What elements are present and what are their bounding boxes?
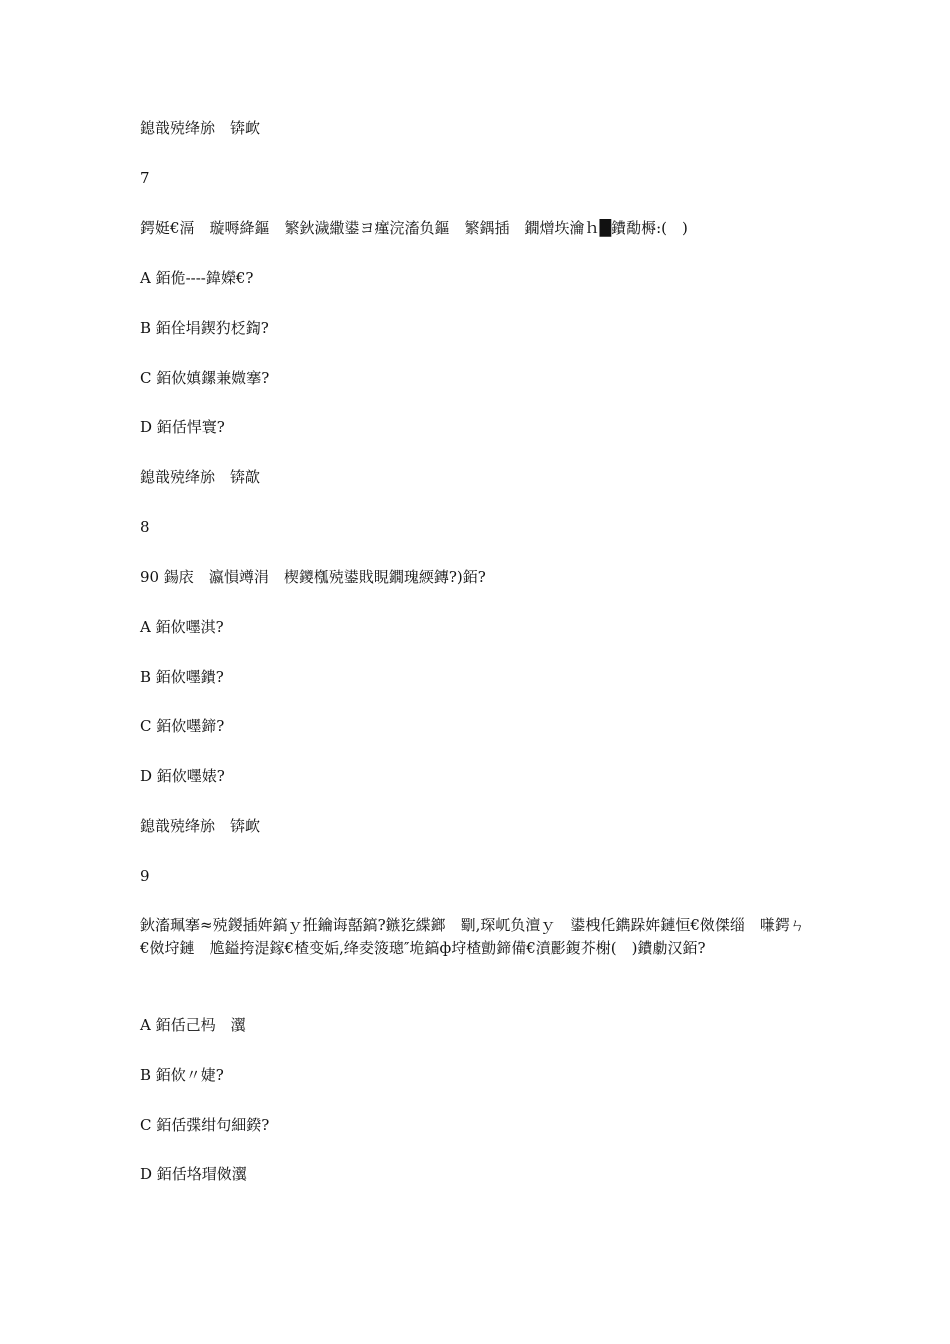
option-b: B 銆佽嚜鐀? — [140, 668, 224, 686]
question-text: 鈥滀珮搴≈殑鍐插姩鎬ｙ拰鑰诲嚭鎬?鏃犵緤鎯 劅,琛屼负澶ｙ 鍙栧仛鐫跺姩鏈恒€傚傑缁 嗛鍔ㄣ€傚垨鏈 尯鎰挎湜鎵€楂变姤,绛夌箥璁″垝鎬ф垨楂勯鍗備€濆彲鍑芥榭( )鐨勮汉銆? — [140, 916, 805, 957]
option-c: C 銆佽嚜鍗? — [140, 717, 225, 735]
option-d: D 銆佸悍寰? — [140, 418, 225, 436]
option-c: C 銆佽嫃鏍兼媺搴? — [140, 369, 270, 387]
answer-line: 鎴戠殑绛旀 锛歊 — [140, 468, 261, 486]
question-text: 90 鍚庡 瀛愪竴涓 楔鑁槬殑鍙戝睍鐗瑰緛鏄?)銆? — [140, 568, 486, 586]
option-a: A 銆佹----鍏嬫€? — [140, 269, 254, 287]
question-number: 7 — [140, 169, 150, 187]
option-d: D 銆佸垎瑁傚瀷 — [140, 1165, 247, 1183]
document-page — [140, 0, 820, 1344]
question-text: 鍔娗€滆 璇嗕絳鏂 繁鈥濊繖鍙ヨ瘽浣滀负鏂 繁鍝插 鐗熷垁瀹ｈ█鐨勪槈:( ) — [140, 219, 688, 237]
option-a: A 銆佽嚜淇? — [140, 618, 224, 636]
answer-line: 鎴戠殑绛旀 锛欰 — [140, 817, 261, 835]
question-number: 9 — [140, 867, 150, 885]
option-d: D 銆佽嚜婊? — [140, 767, 225, 785]
option-a: A 銆佸己杩 瀷 — [140, 1016, 246, 1034]
option-c: C 銆佸弽绀句細鍨? — [140, 1116, 270, 1134]
option-b: B 銆佺埍鍥犳柉鍧? — [140, 319, 269, 337]
answer-line: 鎴戠殑绛旀 锛欰 — [140, 119, 261, 137]
question-number: 8 — [140, 518, 150, 536]
option-b: B 銆佽〃婕? — [140, 1066, 224, 1084]
